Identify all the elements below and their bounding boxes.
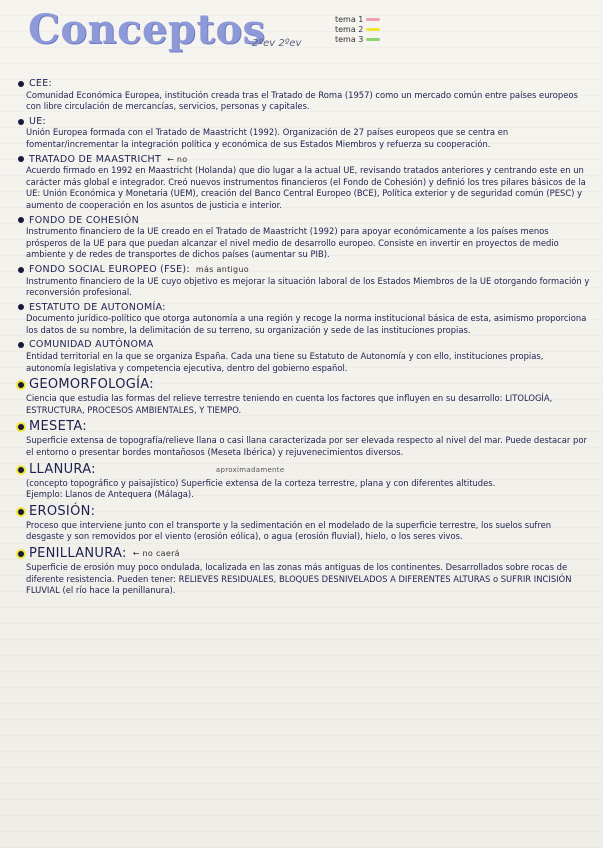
page-subtitle: 2ºev 2ºev [252,38,302,49]
concept-term: ESTATUTO DE AUTONOMÍA: [29,301,166,313]
legend-label: tema 2 [335,24,364,34]
bullet-dot-icon [18,467,24,473]
concept-term: LLANURA: [29,461,96,477]
concept-entry [18,264,590,299]
concept-example: Ejemplo: Llanos de Antequera (Málaga). [26,489,194,500]
concept-note: ← no caerá [132,549,180,558]
concept-entry [18,302,590,337]
legend-item [335,14,380,24]
concept-note: más antiguo [195,264,250,274]
concept-entry [18,215,590,261]
concept-term: GEOMORFOLOGÍA: [29,377,154,393]
bullet-dot-icon [18,267,24,273]
concept-definition: Proceso que interviene junto con el transporte y la sedimentación en el modelado de la superficie terrestre, los suelos sufren desgaste y son removidos por el viento (erosión eólica), o agua (erosión fluvial), hielo, o los seres vivos. [26,519,552,542]
concept-definition: Instrumento financiero de la UE cuyo objetivo es mejorar la situación laboral de los Estados Miembros de la UE otorgando formación y reconversión profesional. [26,275,590,298]
concept-definition: (concepto topográfico y paisajístico) Superficie extensa de la corteza terrestre, plana y con diferentes altitudes. [26,477,496,488]
concept-heading [18,215,590,227]
concept-definition: Ciencia que estudia las formas del relieve terrestre teniendo en cuenta los factores que influyen en su desarrollo: LITOLOGÍA, ESTRUCTURA, PROCESOS AMBIENTALES, Y TIEMPO. [26,393,553,415]
legend-item [335,34,380,44]
page-title: Conceptos [28,6,266,53]
legend-item [335,24,380,34]
concept-heading [18,116,590,128]
legend-label: tema 1 [335,14,364,24]
concept-heading [18,302,590,314]
concept-heading [18,154,590,166]
concept-definition: Superficie de erosión muy poco ondulada, localizada en las zonas más antiguas de los continentes. Desarrollados sobre rocas de diferente resistencia. Pueden tener: RELIEVES RESIDUALES, BLOQUES DESNIVELADOS A DIFERENTES ALTURAS o SUFRIR INCISIÓN FLUVIAL (el río hace la penillanura). [26,562,572,596]
concept-heading [18,546,590,562]
concept-definition: Entidad territorial en la que se organiza España. Cada una tiene su Estatuto de Autonomía y con ello, instituciones propias, autonomía legislativa y competencia ejecutiva, dentro del gobierno español. [26,351,544,373]
concept-entry [18,462,590,501]
concept-entry [18,78,590,113]
concept-heading [18,264,590,276]
concept-note: ← no [167,154,188,164]
legend-swatch [366,18,380,21]
concept-term: COMUNIDAD AUTÓNOMA [29,339,154,351]
concept-definition: Comunidad Económica Europea, institución creada tras el Tratado de Roma (1957) como un mercado común entre países europeos con libre circulación de mercancías, servicios, personas y capitales. [26,89,578,112]
bullet-dot-icon [18,81,24,87]
concept-definition: Unión Europea formada con el Tratado de Maastricht (1992). Organización de 27 países europeos que se centra en fomentar/incrementar la integración política y económica de sus Estados Miembros y refuerza su cooperación. [26,127,509,149]
concept-note: aproximadamente [215,465,285,474]
concept-term: TRATADO DE MAASTRICHT [29,153,162,165]
concept-heading [18,419,590,435]
concept-heading [18,377,590,393]
concept-entry [18,154,590,212]
concept-definition: Documento jurídico-político que otorga autonomía a una región y recoge la norma institucional básica de esta, asimismo proporciona los datos de su nombre, la delimitación de su terreno, su organización y sede de las instituciones propias. [26,313,587,335]
concept-entry [18,339,590,374]
concept-entry [18,116,590,151]
legend-swatch [366,38,380,41]
concept-heading [18,504,590,520]
concept-term: UE: [29,115,47,127]
bullet-dot-icon [18,217,24,223]
concept-entry [18,546,590,597]
concept-entry [18,504,590,543]
bullet-dot-icon [18,424,24,430]
concept-definition: Instrumento financiero de la UE creado en el Tratado de Maastricht (1992) para apoyar económicamente a los países menos prósperos de la UE para que puedan alcanzar el nivel medio de desarrollo europeo. Consiste en invertir en proyectos de medio ambiente y de redes de transportes de dichos países (aumentar su PIB). [26,226,559,260]
topic-legend [335,14,380,44]
bullet-dot-icon [18,156,24,162]
concept-entry [18,377,590,416]
concept-heading [18,78,590,90]
concept-list [18,78,590,600]
legend-label: tema 3 [335,34,364,44]
bullet-dot-icon [18,119,24,125]
bullet-dot-icon [18,342,24,348]
concept-term: FONDO DE COHESIÓN [29,214,139,226]
concept-heading [18,462,590,478]
concept-term: FONDO SOCIAL EUROPEO (FSE): [29,263,190,275]
concept-term: MESETA: [29,419,87,435]
bullet-dot-icon [18,382,24,388]
concept-definition: Superficie extensa de topografía/relieve llana o casi llana caracterizada por ser elevada respecto al nivel del mar. Puede destacar por el entorno o presentar bordes montañosos (Meseta Ibérica) y rejuvenecimientos diversos. [26,435,587,458]
bullet-dot-icon [18,509,24,515]
concept-definition: Acuerdo firmado en 1992 en Maastricht (Holanda) que dio lugar a la actual UE, revisando tratados anteriores y centrando este en un carácter más global e integrador. Creó nuevos instrumentos financieros (el Fondo de Cohesión) y definió los tres pilares básicos de la UE: Unión Económica y Monetaria (UEM), creación del Banco Central Europeo (BCE), Política exterior y de seguridad común (PESC) y aumento de cooperación en los asuntos de justicia e interior. [26,165,586,210]
bullet-dot-icon [18,304,24,310]
concept-entry [18,419,590,458]
concept-heading [18,339,590,351]
legend-swatch [366,28,380,31]
concept-term: PENILLANURA: [29,546,127,561]
concept-term: EROSIÓN: [29,503,96,519]
concept-term: CEE: [29,78,53,89]
bullet-dot-icon [18,551,24,557]
